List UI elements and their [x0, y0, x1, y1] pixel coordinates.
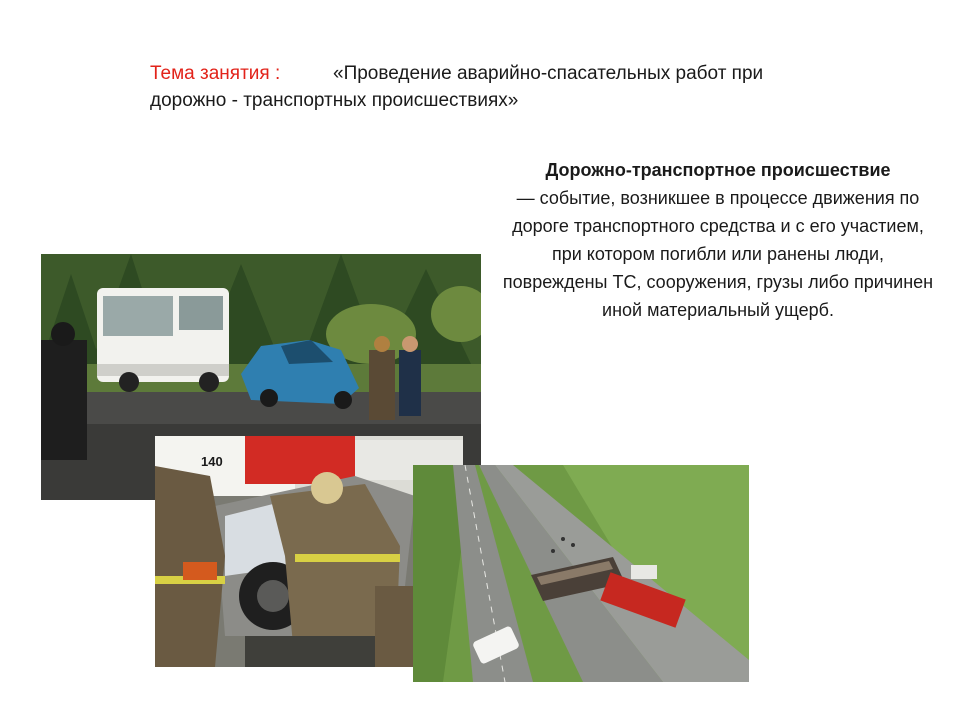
fire-truck-number: 140 [201, 454, 223, 469]
definition-term: Дорожно-транспортное происшествие [545, 160, 891, 180]
definition-block [498, 156, 938, 324]
lesson-topic [150, 60, 870, 114]
definition-text: — событие, возникшее в процессе движения по дороге транспортного средства и с его участием, при котором погибли или ранены люди, повреждены ТС, сооружения, грузы либо причинен иной материальный ущерб. [502, 188, 934, 320]
topic-label: Тема занятия : [150, 63, 281, 84]
topic-title-line2: дорожно - транспортных происшествиях» [150, 90, 519, 111]
topic-title-line1: «Проведение аварийно-спасательных работ при [333, 63, 764, 84]
photo-aerial-highway [413, 465, 749, 682]
